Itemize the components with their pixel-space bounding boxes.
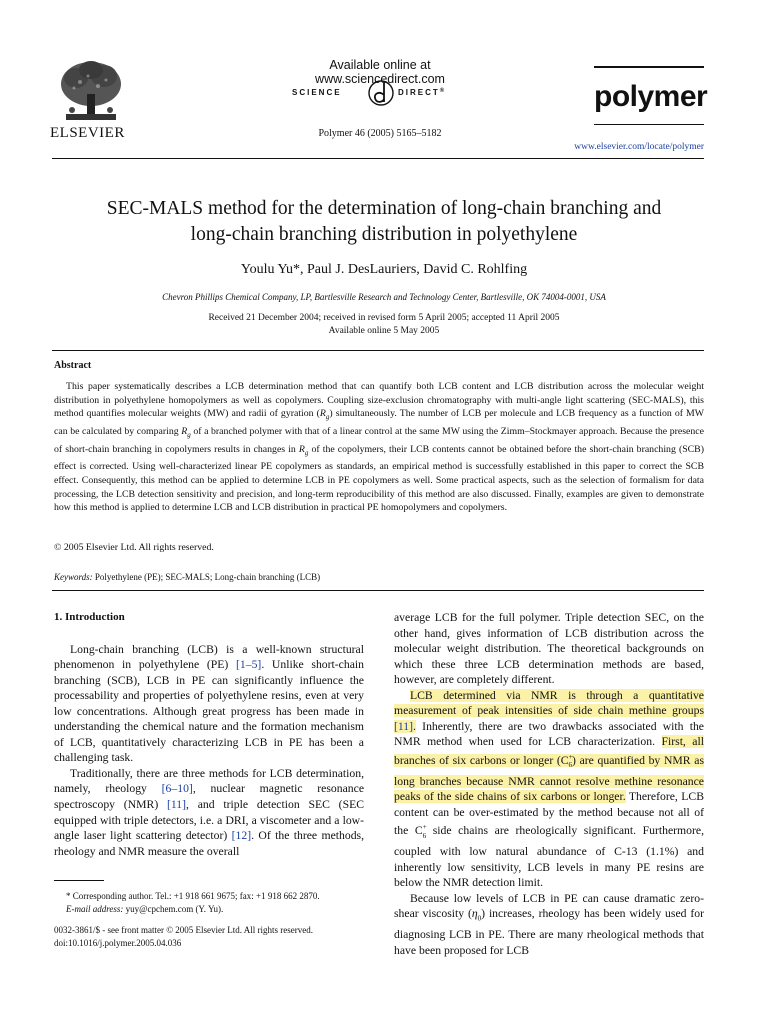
received-dates: Received 21 December 2004; received in revised form 5 April 2005; accepted 11 April 2005 [208, 313, 560, 323]
footnote-divider [54, 880, 104, 881]
journal-name: polymer [594, 80, 708, 113]
header-divider [52, 158, 704, 159]
author-list: Youlu Yu*, Paul J. DesLauriers, David C. Rohlfing [240, 262, 528, 277]
affiliation: Chevron Phillips Chemical Company, LP, Bartlesville Research and Technology Center, Bartlesville, OK 74004-0001, USA [162, 292, 606, 302]
intro-paragraph-1: Long-chain branching (LCB) is a well-known structural phenomenon in polyethylene (PE) [1–5]. Unlike short-chain branching (SCB), LCB in PE can significantly influence the processability and properties of polyethylene resins, even at very low concentrations. Although great progress has been made in understanding the chemical nature and the formation mechanism of LCB, quantitatively characterizing LCB in PE has been a challenging task. [54, 642, 364, 765]
reference-link[interactable]: [6–10] [161, 782, 193, 796]
intro-paragraph-2-cont: average LCB for the full polymer. Triple detection SEC, on the other hand, gives information of LCB distribution across the molecular weight distribution. The theoretical backgrounds on which these three LCB determination methods are based, however, are completely different. [394, 611, 704, 687]
journal-url-link[interactable]: www.elsevier.com/locate/polymer [574, 142, 704, 152]
abstract-copyright: © 2005 Elsevier Ltd. All rights reserved. [54, 542, 214, 553]
sciencedirect-logo [292, 80, 468, 110]
doi-line: doi:10.1016/j.polymer.2005.04.036 [54, 938, 182, 948]
body-column-right [394, 610, 704, 958]
section-heading-introduction: 1. Introduction [54, 611, 125, 623]
reference-link[interactable]: [12] [231, 829, 252, 843]
title-line-1: SEC-MALS method for the determination of long-chain branching and [106, 198, 662, 219]
abstract-body: This paper systematically describes a LCB determination method that can quantify both LCB content and LCB distribution across the molecular weight distribution in polyethylene homopolymers as well as copolymers. Coupling size-exclusion chromatography with multi-angle light scattering (SEC-MALS), this method quantifies molecular weights (MW) and radii of gyration $(R_g)$ simultaneously. The number of LCB per molecule and LCB frequency as a function of MW can be calculated by comparing $R_g$ of a branched polymer with that of a linear control at the same MW using the Zimm–Stockmayer approach. Because the presence of short-chain branching in copolymers results in changes in $R_g$ of the copolymers, their LCB contents cannot be obtained before the short-chain branching (SCB) effect is corrected. Using well-characterized linear PE copolymers as standards, an empirical method is successfully established in this paper to correct the SCB effect. Consequently, this method can be applied to determine LCB in PE copolymers as well. Some practical aspects, such as the selection of formalism for data processing, the LCB detection sensitivity and precision, and long-term reproducibility of this method are also discussed. Finally, examples are given to demonstrate how this method is applied to determine LCB and LCB distribution in practical PE homopolymers and copolymers. [54, 381, 705, 514]
article-title [60, 196, 708, 248]
body-column-left [54, 610, 364, 859]
corresponding-author: * Corresponding author. Tel.: +1 918 661 9675; fax: +1 918 662 2870. [66, 891, 320, 901]
journal-citation: Polymer 46 (2005) 5165–5182 [318, 128, 442, 139]
intro-paragraph-2: Traditionally, there are three methods for LCB determination, namely, rheology [6–10], nuclear magnetic resonance spectroscopy (NMR) [11], and triple detection SEC (SEC equipped with triple detectors, i.e. a DRI, a viscometer and a low-angle laser light scattering detector) [12]. Of the three methods, rheology and NMR measure the overall [54, 766, 365, 858]
article-dates [60, 312, 708, 338]
online-date: Available online 5 May 2005 [328, 326, 440, 336]
reference-link[interactable]: [11] [167, 798, 187, 812]
keywords-label: Keywords: [54, 572, 93, 582]
reference-link[interactable]: [11] [394, 719, 414, 733]
publisher-name: ELSEVIER [50, 125, 125, 141]
footnote-corresponding [54, 890, 374, 915]
intro-paragraph-4: Because low levels of LCB in PE can cause dramatic zero-shear viscosity $(\eta_0)$ increases, rheology has been widely used for diagnosing LCB in PE. There are many rheological methods that have been proposed for LCB [394, 891, 704, 957]
abstract-divider [52, 350, 704, 351]
issn-line: 0032-3861/$ - see front matter © 2005 Elsevier Ltd. All rights reserved. [54, 925, 314, 935]
keywords [54, 572, 320, 582]
sd-left-word: SCIENCE [292, 88, 342, 97]
journal-rule-bottom [594, 124, 704, 125]
highlight: First, all branches of six carbons or longer $(C^+_6)$ are quantified by NMR as long branches because NMR cannot resolve methine resonance peaks of the side chains of six carbons or longer. [394, 735, 704, 804]
highlight: LCB determined via NMR is through a quantitative measurement of peak intensities of side chain methine groups [11]. [394, 688, 704, 733]
sd-right-word: DIRECT® [398, 88, 447, 97]
keywords-divider [52, 590, 704, 591]
sciencedirect-d-logo-icon [366, 78, 396, 108]
reference-link[interactable]: [1–5] [235, 658, 262, 672]
front-matter [54, 924, 374, 950]
email-line: E-mail address: yuy@cpchem.com (Y. Yu). [66, 903, 224, 914]
abstract-heading: Abstract [54, 360, 92, 371]
title-line-2: long-chain branching distribution in polyethylene [190, 224, 578, 245]
journal-rule-top [594, 66, 704, 68]
intro-paragraph-3: LCB determined via NMR is through a quantitative measurement of peak intensities of side chain methine groups [11]. Inherently, there are two drawbacks associated with the NMR method when used for LCB characterization. First, all branches of six carbons or longer $(C^+_6)$ are quantified by NMR as long branches because NMR cannot resolve methine resonance peaks of the side chains of six carbons or longer. Therefore, LCB content can be over-estimated by the method because not all of the $C^+_6$ side chains are rheologically significant. Furthermore, coupled with low natural abundance of C-13 (1.1%) and inherently low sensitivity, LCB levels in many PE resins are below the NMR detection limit. [394, 688, 704, 890]
available-online-text: Available online at www.sciencedirect.com [315, 58, 445, 86]
keywords-text: Polyethylene (PE); SEC-MALS; Long-chain branching (LCB) [92, 572, 321, 582]
